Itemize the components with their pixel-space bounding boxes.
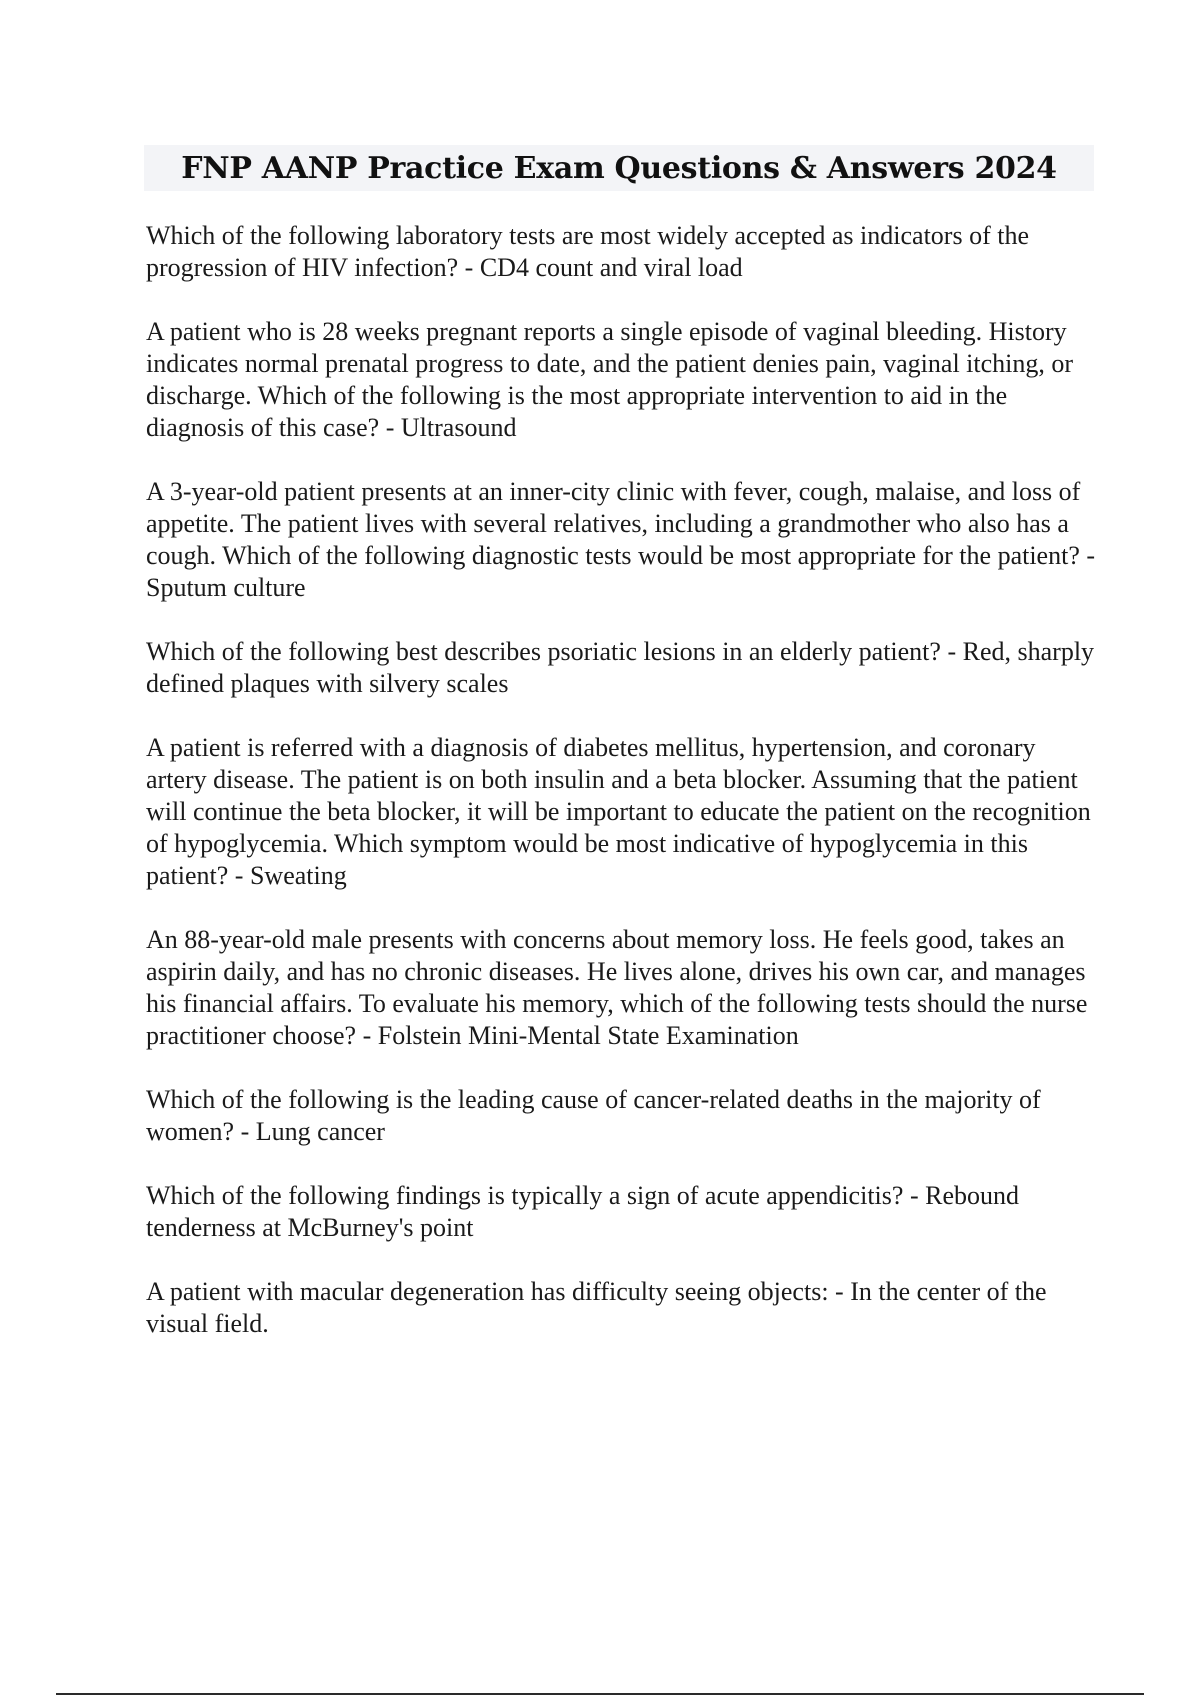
question-text: Which of the following best describes psoriatic lesions in an elderly patient? (146, 637, 941, 666)
answer-text: Sputum culture (146, 573, 306, 602)
question-text: A patient who is 28 weeks pregnant reports a single episode of vaginal bleeding. History indicates normal prenatal progress to date, and the patient denies pain, vaginal itching, or discharge. Which of the following is the most appropriate intervention to aid in the diagnosis of this case? (146, 317, 1074, 442)
document-title: FNP AANP Practice Exam Questions & Answers 2024 (181, 150, 1057, 186)
question-text: Which of the following findings is typically a sign of acute appendicitis? (146, 1181, 904, 1210)
qa-item-6 (146, 924, 1096, 1052)
answer-text: In the center of the visual field. (146, 1277, 1047, 1338)
qa-item-8 (146, 1180, 1096, 1244)
answer-separator: - (356, 1021, 378, 1050)
answer-text: Rebound tenderness at McBurney's point (146, 1181, 1019, 1242)
qa-item-2 (146, 316, 1096, 444)
qa-list (146, 220, 1096, 1340)
answer-separator: - (234, 1117, 256, 1146)
qa-item-9 (146, 1276, 1096, 1340)
answer-separator: - (458, 253, 480, 282)
answer-separator: - (828, 1277, 851, 1306)
answer-separator: - (228, 861, 250, 890)
answer-text: Ultrasound (400, 413, 517, 442)
answer-separator: - (903, 1181, 926, 1210)
answer-separator: - (1079, 541, 1096, 570)
answer-separator: - (940, 637, 963, 666)
qa-item-4 (146, 636, 1096, 700)
question-text: A 3-year-old patient presents at an inner-city clinic with fever, cough, malaise, and loss of appetite. The patient lives with several relatives, including a grandmother who also has a cough. Which of the following diagnostic tests would be most appropriate for the patient? (146, 477, 1081, 570)
question-text: An 88-year-old male presents with concerns about memory loss. He feels good, takes an aspirin daily, and has no chronic diseases. He lives alone, drives his own car, and manages his financial affairs. To evaluate his memory, which of the following tests should the nurse practitioner choose? (146, 925, 1088, 1050)
answer-separator: - (379, 413, 401, 442)
footer-rule (56, 1693, 1144, 1695)
question-text: A patient with macular degeneration has difficulty seeing objects: (146, 1277, 829, 1306)
answer-text: Red, sharply defined plaques with silvery scales (146, 637, 1095, 698)
question-text: Which of the following is the leading cause of cancer-related deaths in the majority of women? (146, 1085, 1041, 1146)
answer-text: Lung cancer (255, 1117, 385, 1146)
qa-item-3 (146, 476, 1096, 604)
qa-item-5 (146, 732, 1096, 892)
answer-text: CD4 count and viral load (479, 253, 743, 282)
answer-text: Folstein Mini-Mental State Examination (377, 1021, 799, 1050)
qa-item-7 (146, 1084, 1096, 1148)
qa-item-1 (146, 220, 1096, 284)
question-text: Which of the following laboratory tests are most widely accepted as indicators of the progression of HIV infection? (146, 221, 1029, 282)
answer-text: Sweating (249, 861, 347, 890)
question-text: A patient is referred with a diagnosis of diabetes mellitus, hypertension, and coronary artery disease. The patient is on both insulin and a beta blocker. Assuming that the patient will continue the beta blocker, it will be important to educate the patient on the recognition of hypoglycemia. Which symptom would be most indicative of hypoglycemia in this patient? (146, 733, 1091, 890)
title-band (144, 145, 1094, 191)
